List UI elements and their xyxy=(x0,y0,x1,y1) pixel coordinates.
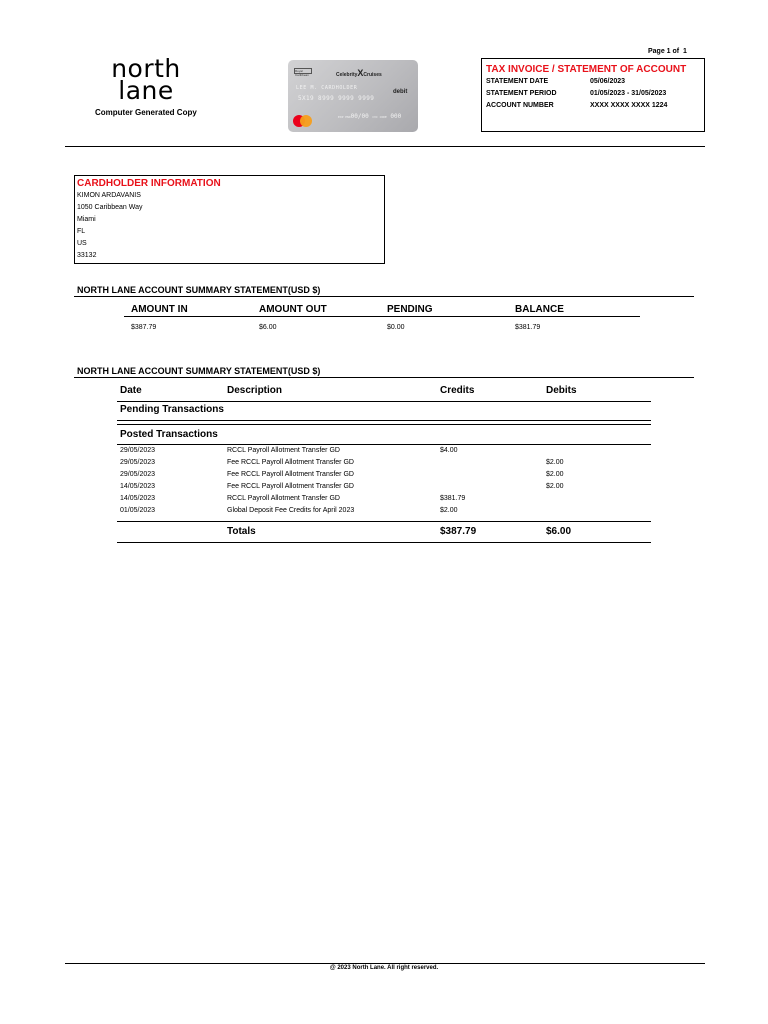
card-holder-name: LEE M. CARDHOLDER xyxy=(296,85,358,91)
summary-header-balance: BALANCE xyxy=(515,304,564,315)
pending-transactions-label: Pending Transactions xyxy=(120,404,224,415)
totals-credits: $387.79 xyxy=(440,526,477,537)
pending-rule-2 xyxy=(117,424,651,425)
cardholder-street: 1050 Caribbean Way xyxy=(77,204,143,211)
totals-bottom-rule xyxy=(117,542,651,543)
summary-value-amount-out: $6.00 xyxy=(259,324,277,331)
tx-date: 14/05/2023 xyxy=(120,483,156,490)
tx-debit: $2.00 xyxy=(546,471,564,478)
transactions-section-title: NORTH LANE ACCOUNT SUMMARY STATEMENT(USD $) xyxy=(77,366,321,376)
tx-date: 29/05/2023 xyxy=(120,471,156,478)
statement-period-value: 01/05/2023 - 31/05/2023 xyxy=(590,90,667,97)
statement-period-label: STATEMENT PERIOD xyxy=(486,90,557,97)
page-number-total: 1 xyxy=(683,48,687,55)
footer-copyright: @ 2023 North Lane. All right reserved. xyxy=(329,965,439,971)
tx-date: 01/05/2023 xyxy=(120,507,156,514)
logo-line-1: north xyxy=(111,54,181,83)
footer-divider xyxy=(65,963,705,964)
card-expiry xyxy=(338,113,401,120)
tax-invoice-box xyxy=(481,58,705,132)
card-exp-label: EXP END xyxy=(338,115,351,119)
card-brand-suffix: Cruises xyxy=(363,72,382,78)
totals-label: Totals xyxy=(227,526,256,537)
tx-description: Fee RCCL Payroll Allotment Transfer GD xyxy=(227,459,354,466)
account-number-value: XXXX XXXX XXXX 1224 xyxy=(590,102,668,109)
tx-date: 29/05/2023 xyxy=(120,459,156,466)
tx-description: RCCL Payroll Allotment Transfer GD xyxy=(227,495,340,502)
tx-debit: $2.00 xyxy=(546,459,564,466)
summary-value-pending: $0.00 xyxy=(387,324,405,331)
tx-description: Global Deposit Fee Credits for April 2023 xyxy=(227,507,355,514)
statement-date-row xyxy=(486,78,626,85)
mastercard-orange-circle-icon xyxy=(300,115,312,127)
transactions-header-credits: Credits xyxy=(440,385,475,396)
summary-header-amount-out: AMOUNT OUT xyxy=(259,304,327,315)
transactions-section-rule xyxy=(74,377,694,378)
tx-description: RCCL Payroll Allotment Transfer GD xyxy=(227,447,340,454)
north-lane-logo xyxy=(96,54,196,105)
summary-value-balance: $381.79 xyxy=(515,324,541,331)
celebrity-x-icon: X xyxy=(357,68,364,78)
summary-header-pending: PENDING xyxy=(387,304,433,315)
pending-rule-1 xyxy=(117,420,651,421)
tx-debit: $2.00 xyxy=(546,483,564,490)
header-divider xyxy=(65,146,705,147)
tx-credit: $2.00 xyxy=(440,507,458,514)
summary-section-title: NORTH LANE ACCOUNT SUMMARY STATEMENT(USD $) xyxy=(77,285,321,295)
cardholder-name: KIMON ARDAVANIS xyxy=(77,192,141,199)
statement-period-row xyxy=(486,90,667,97)
tx-description: Fee RCCL Payroll Allotment Transfer GD xyxy=(227,471,354,478)
statement-date-label: STATEMENT DATE xyxy=(486,78,549,85)
tx-credit: $381.79 xyxy=(440,495,466,502)
transactions-header-date: Date xyxy=(120,385,142,396)
cardholder-information-box xyxy=(74,175,385,264)
transactions-header-debits: Debits xyxy=(546,385,577,396)
debit-card-image xyxy=(288,60,418,132)
transactions-header-description: Description xyxy=(227,385,283,396)
card-brand-celebrity xyxy=(336,68,382,78)
posted-header-rule xyxy=(117,444,651,445)
page-number-label: Page 1 of xyxy=(648,48,680,55)
summary-section-rule xyxy=(74,296,694,297)
cardholder-zip: 33132 xyxy=(77,252,97,259)
logo-line-2: lane xyxy=(118,76,174,105)
tx-credit: $4.00 xyxy=(440,447,458,454)
card-brand-royal-caribbean: Royal Caribbean xyxy=(294,68,312,74)
cardholder-information-title: CARDHOLDER INFORMATION xyxy=(77,178,221,189)
summary-value-amount-in: $387.79 xyxy=(131,324,157,331)
card-number: 5X19 8999 9999 9999 xyxy=(298,95,375,102)
page-number xyxy=(648,48,687,55)
cardholder-state: FL xyxy=(77,228,86,235)
account-number-label: ACCOUNT NUMBER xyxy=(486,102,554,109)
card-brand-prefix: Celebrity xyxy=(336,72,358,78)
computer-generated-copy-label: Computer Generated Copy xyxy=(95,108,197,117)
statement-date-value: 05/06/2023 xyxy=(590,78,626,85)
cardholder-country: US xyxy=(77,240,87,247)
tax-invoice-title: TAX INVOICE / STATEMENT OF ACCOUNT xyxy=(486,64,687,75)
tx-date: 29/05/2023 xyxy=(120,447,156,454)
card-exp-value: 00/00 xyxy=(350,113,369,120)
totals-top-rule xyxy=(117,521,651,522)
card-cvc-value: 000 xyxy=(390,113,402,120)
card-cvc-label: CVC CODE xyxy=(372,115,387,119)
cardholder-city: Miami xyxy=(77,216,96,223)
tx-date: 14/05/2023 xyxy=(120,495,156,502)
transactions-header-rule xyxy=(117,401,651,402)
summary-header-rule xyxy=(124,316,640,317)
summary-header-amount-in: AMOUNT IN xyxy=(131,304,188,315)
card-type: debit xyxy=(393,89,408,95)
tx-description: Fee RCCL Payroll Allotment Transfer GD xyxy=(227,483,354,490)
account-number-row xyxy=(486,102,668,109)
posted-transactions-label: Posted Transactions xyxy=(120,429,218,440)
totals-debits: $6.00 xyxy=(546,526,572,537)
